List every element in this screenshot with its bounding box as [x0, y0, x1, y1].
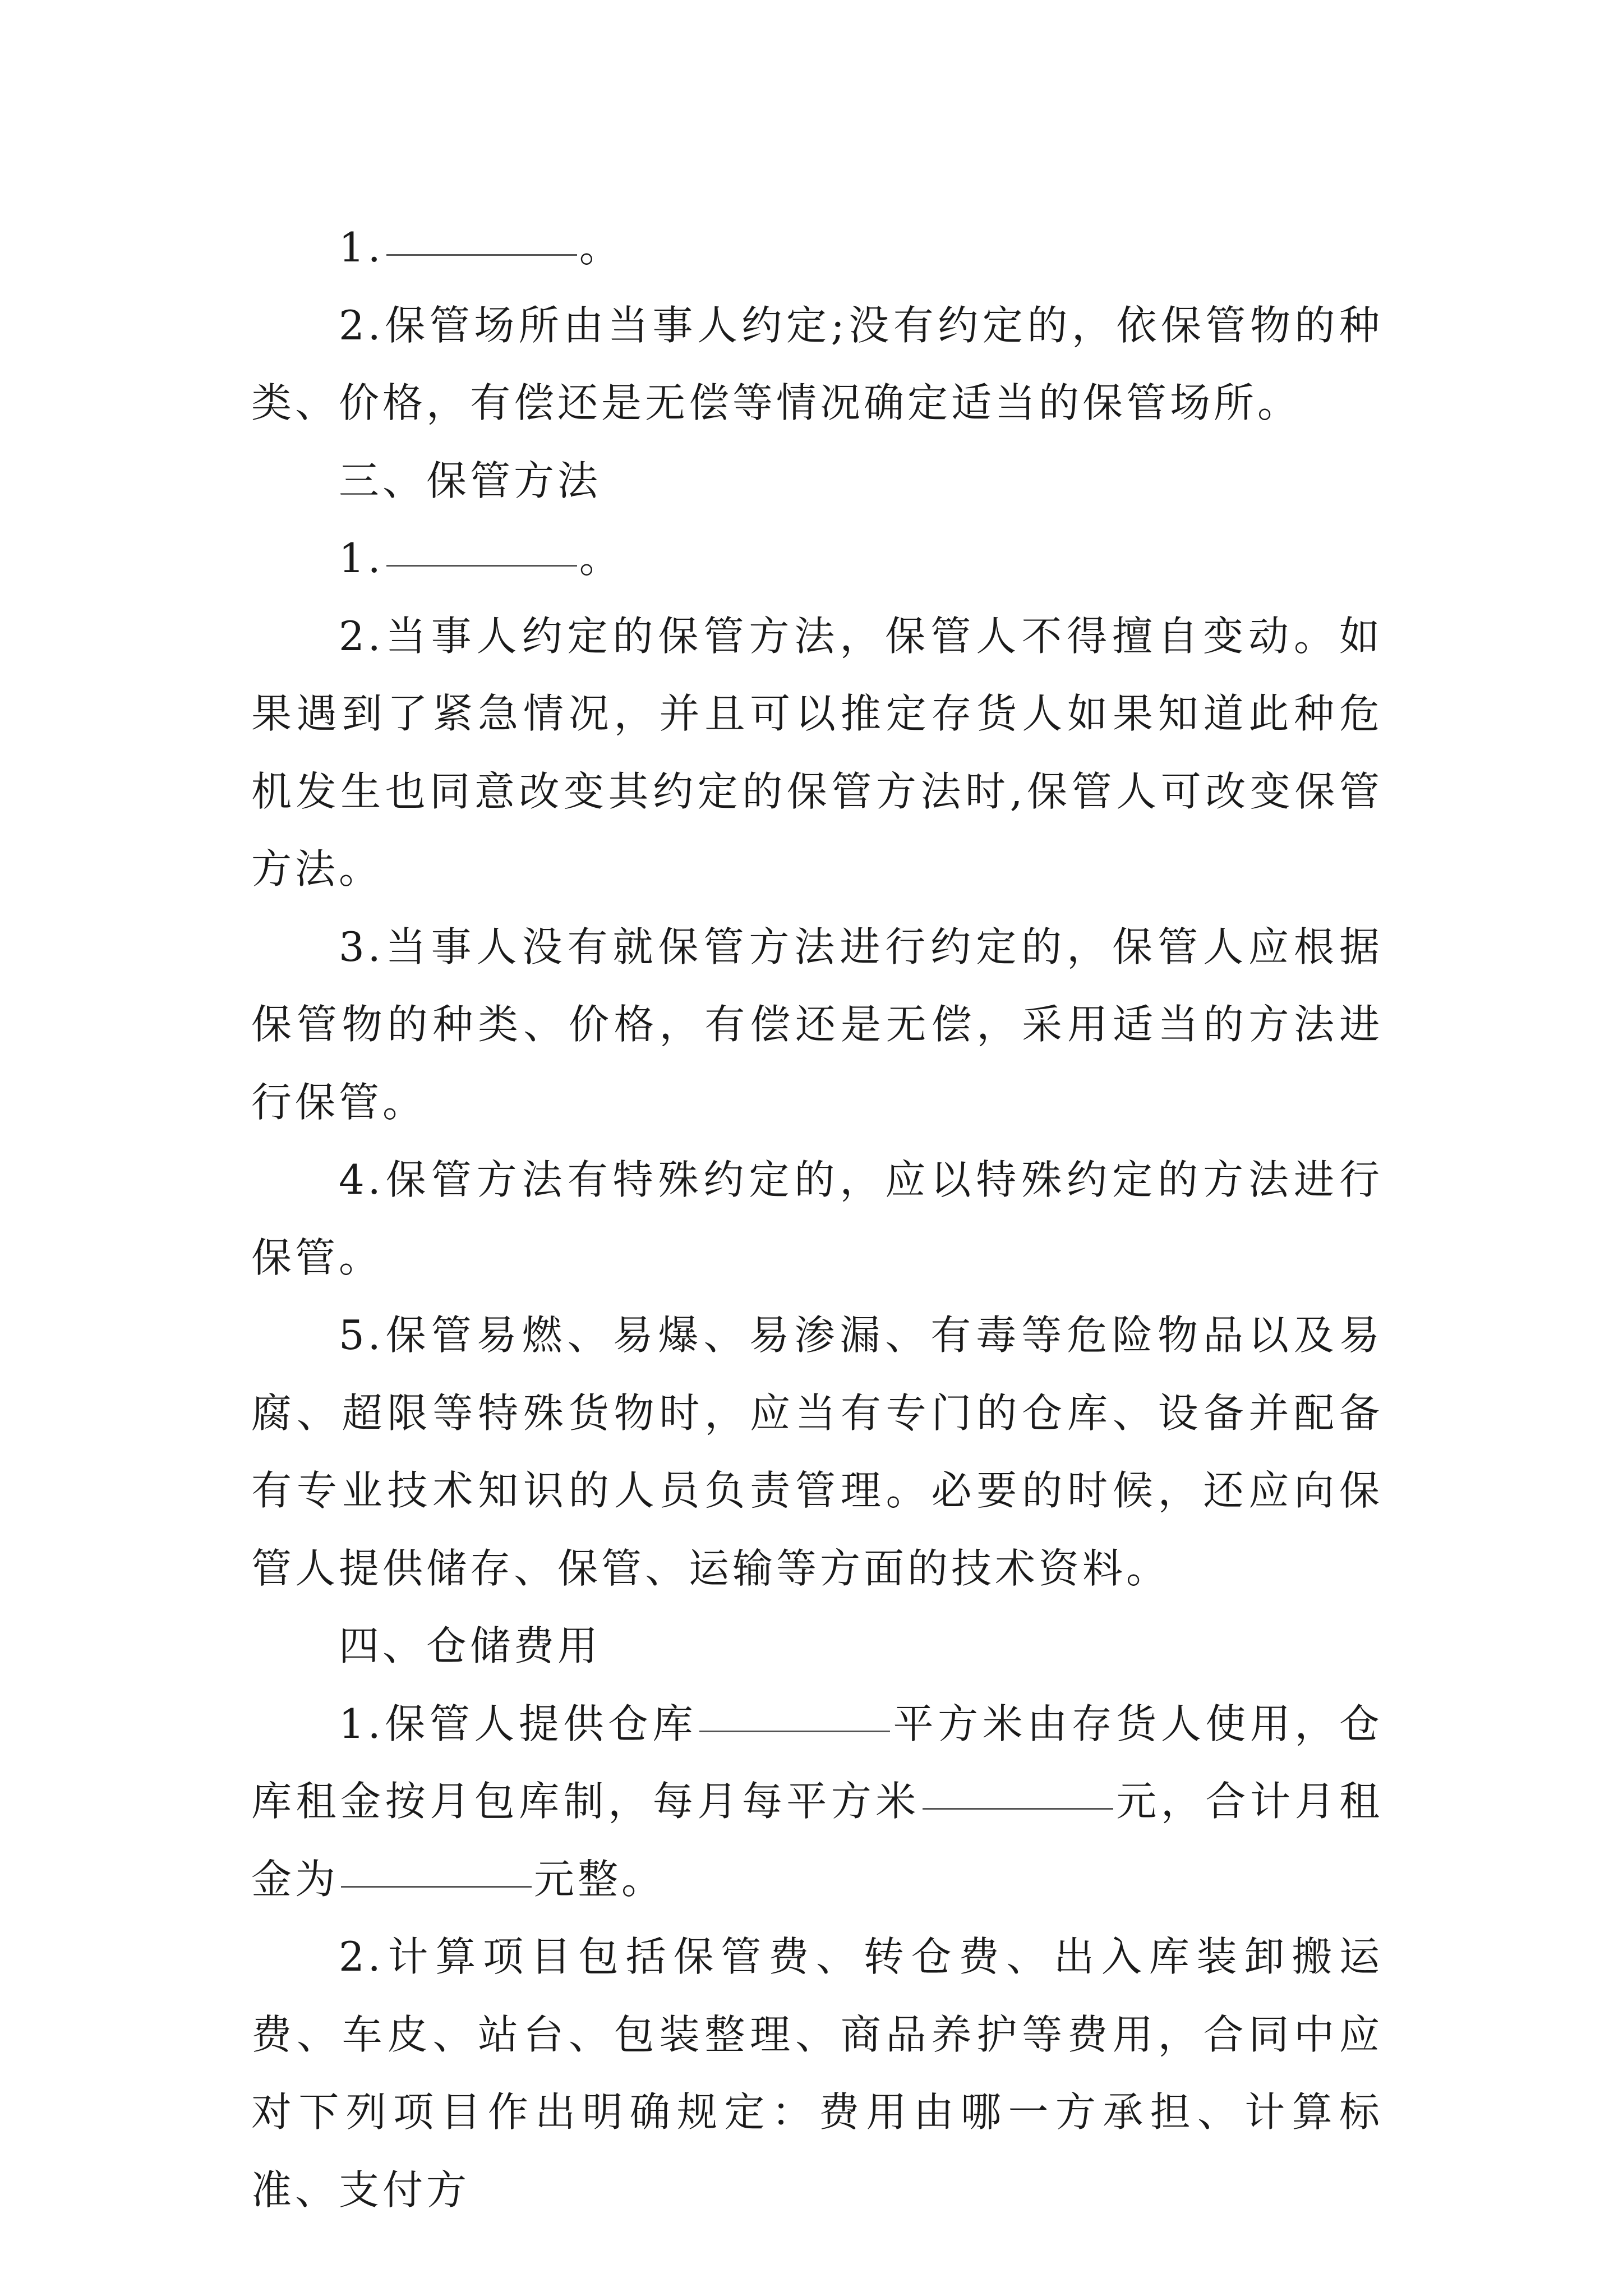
clause-fees-item-2: 2.计算项目包括保管费、转仓费、出入库装卸搬运费、车皮、站台、包装整理、商品养护等费用，合同中应对下列项目作出明确规定：费用由哪一方承担、计算标准、支付方 — [251, 1933, 1383, 2214]
item-number: 1. — [339, 224, 384, 271]
item-suffix: 。 — [579, 224, 623, 271]
clause-method-item-1 — [251, 519, 1383, 597]
clause-fees-item-1 — [251, 1685, 1383, 1918]
item-number: 1. — [339, 535, 384, 582]
clause-method-item-5: 5.保管易燃、易爆、易渗漏、有毒等危险物品以及易腐、超限等特殊货物时，应当有专门的仓库、设备并配备有专业技术知识的人员负责管理。必要的时候，还应向保管人提供储存、保管、运输等方面的技术资料。 — [251, 1312, 1383, 1592]
clause-method-item-2: 2.当事人约定的保管方法，保管人不得擅自变动。如果遇到了紧急情况，并且可以推定存货人如果知道此种危机发生也同意改变其约定的保管方法时,保管人可改变保管方法。 — [251, 612, 1383, 892]
fees-text-part-1: 1.保管人提供仓库 — [339, 1700, 698, 1747]
fill-in-blank-area — [699, 1690, 890, 1732]
clause-location-item-2: 2.保管场所由当事人约定;没有约定的，依保管物的种类、价格，有偿还是无偿等情况确定适当的保管场所。 — [251, 301, 1383, 426]
fill-in-blank-unit-price — [923, 1768, 1113, 1810]
item-suffix: 。 — [579, 535, 623, 582]
clause-method-item-3: 3.当事人没有就保管方法进行约定的，保管人应根据保管物的种类、价格，有偿还是无偿，采用适当的方法进行保管。 — [251, 923, 1383, 1126]
fill-in-blank — [386, 524, 577, 567]
document-body — [251, 209, 1383, 2229]
section-heading-storage-fees: 四、仓储费用 — [339, 1622, 602, 1669]
fill-in-blank — [386, 214, 577, 256]
fees-text-part-3: 元，合计月租金为 — [251, 1778, 1383, 1903]
fees-text-part-4: 元整。 — [534, 1855, 666, 1903]
section-heading-storage-method: 三、保管方法 — [339, 457, 602, 504]
fill-in-blank-total — [341, 1846, 532, 1888]
fees-text-part-2: 平方米由存货人使用，仓库租金按月包库制，每月每平方米 — [251, 1700, 1383, 1825]
clause-location-item-1 — [251, 209, 1383, 287]
clause-method-item-4: 4.保管方法有特殊约定的，应以特殊约定的方法进行保管。 — [251, 1156, 1383, 1281]
